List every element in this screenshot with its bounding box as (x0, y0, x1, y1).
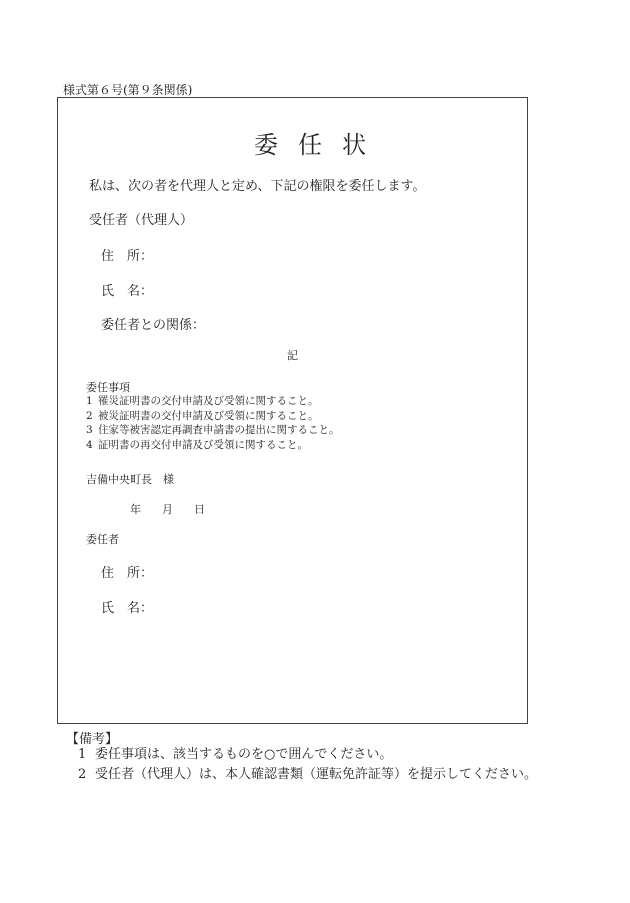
agent-name-label: 氏 名： (101, 284, 154, 299)
item-number: 4 (86, 438, 93, 451)
delegated-items-list (86, 394, 340, 452)
note-item (78, 745, 537, 765)
date-year-label: 年 (130, 503, 141, 516)
list-item (86, 394, 340, 409)
item-text: 住家等被害認定再調査申請書の提出に関すること。 (98, 424, 340, 436)
agent-heading: 受任者（代理人） (89, 213, 194, 228)
intro-statement: 私は、次の者を代理人と定め、下記の権限を委任します。 (89, 179, 426, 194)
agent-address-label: 住 所： (101, 249, 154, 264)
agent-relation-field (101, 314, 205, 333)
item-text: 罹災証明書の交付申請及び受領に関すること。 (98, 395, 319, 407)
note-text: 委任事項は、該当するものを○で囲んでください。 (95, 747, 393, 762)
agent-address-field (101, 245, 153, 264)
date-day-label: 日 (194, 503, 205, 516)
principal-address-label: 住 所： (101, 566, 154, 581)
page-title: 委任状 (254, 131, 386, 159)
agent-name-field (101, 280, 153, 299)
principal-heading: 委任者 (86, 533, 119, 546)
delegated-items-heading: 委任事項 (86, 381, 130, 394)
ki-mark: 記 (287, 349, 298, 362)
list-item (86, 409, 340, 424)
date-month-label: 月 (162, 503, 173, 516)
item-text: 被災証明書の交付申請及び受領に関すること。 (98, 409, 319, 422)
principal-name-label: 氏 名： (101, 601, 154, 616)
agent-relation-label: 委任者との関係： (101, 318, 206, 333)
list-item (86, 423, 340, 438)
notes-heading: 【備考】 (66, 732, 119, 747)
item-number: 1 (86, 395, 93, 407)
note-number: 1 (78, 747, 87, 762)
item-number: 2 (86, 409, 93, 422)
principal-name-field (101, 597, 153, 616)
list-item (86, 438, 340, 453)
note-text: 受任者（代理人）は、本人確認書類（運転免許証等）を提示してください。 (95, 767, 538, 782)
item-text: 証明書の再交付申請及び受領に関すること。 (98, 438, 308, 451)
note-number: 2 (78, 767, 87, 782)
item-number: 3 (86, 424, 93, 436)
principal-address-field (101, 562, 153, 581)
note-item (78, 765, 537, 785)
form-number-label: 様式第６号(第９条関係) (63, 83, 193, 97)
notes-list (78, 745, 537, 785)
addressee: 吉備中央町長 様 (86, 473, 174, 486)
